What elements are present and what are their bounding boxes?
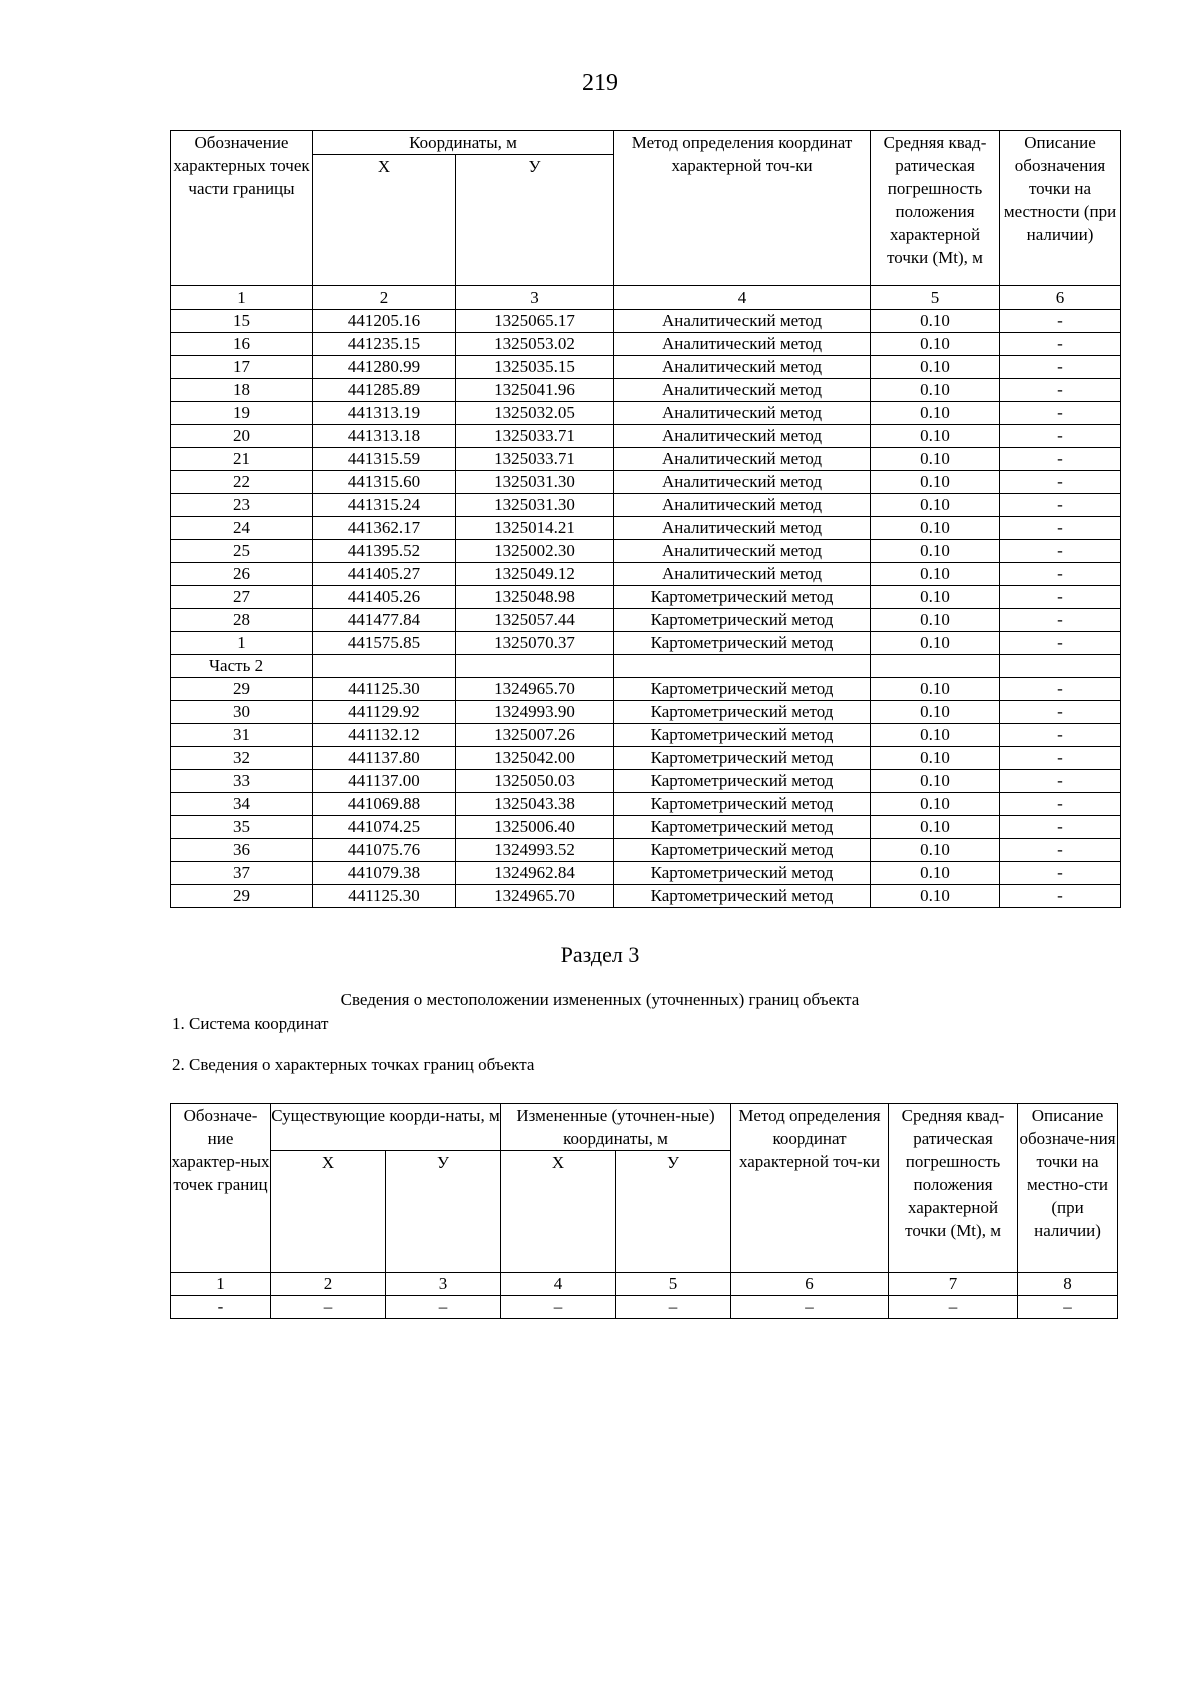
table-cell: 441285.89 xyxy=(313,379,456,402)
table-cell: Аналитический метод xyxy=(614,494,871,517)
table-cell: 441315.24 xyxy=(313,494,456,517)
table-cell: 0.10 xyxy=(871,885,1000,908)
table-cell: - xyxy=(1000,839,1121,862)
column-number: 2 xyxy=(271,1273,386,1296)
table-cell: 441074.25 xyxy=(313,816,456,839)
table-cell: Аналитический метод xyxy=(614,540,871,563)
table-cell: - xyxy=(1000,379,1121,402)
table-cell: Аналитический метод xyxy=(614,425,871,448)
table-cell: 0.10 xyxy=(871,747,1000,770)
table-cell: Картометрический метод xyxy=(614,793,871,816)
table-cell: 34 xyxy=(171,793,313,816)
table-cell: 1325014.21 xyxy=(456,517,614,540)
table-cell: 441315.60 xyxy=(313,471,456,494)
table-cell: 441069.88 xyxy=(313,793,456,816)
table-cell: – xyxy=(386,1296,501,1319)
table-cell: Картометрический метод xyxy=(614,632,871,655)
table-cell: 29 xyxy=(171,678,313,701)
table-row xyxy=(171,425,1121,448)
table-cell: - xyxy=(1000,862,1121,885)
table-cell: 0.10 xyxy=(871,563,1000,586)
table-cell: 441405.26 xyxy=(313,586,456,609)
table-cell: 441205.16 xyxy=(313,310,456,333)
table-cell: 1325033.71 xyxy=(456,425,614,448)
table-row xyxy=(171,678,1121,701)
empty-cell xyxy=(614,655,871,678)
table-row xyxy=(171,379,1121,402)
table-cell: 1324965.70 xyxy=(456,678,614,701)
header-changed-coordinates: Измененные (уточнен-ные) координаты, м xyxy=(501,1104,731,1151)
table-cell: 441137.00 xyxy=(313,770,456,793)
header-description: Описание обозначе-ния точки на местно-сти (при наличии) xyxy=(1018,1104,1118,1273)
table-cell: 1325041.96 xyxy=(456,379,614,402)
table-cell: 0.10 xyxy=(871,310,1000,333)
table-cell: Картометрический метод xyxy=(614,839,871,862)
table-cell: 1325031.30 xyxy=(456,494,614,517)
table-cell: - xyxy=(1000,494,1121,517)
table-row xyxy=(171,770,1121,793)
table-cell: Картометрический метод xyxy=(614,770,871,793)
table-cell: - xyxy=(1000,586,1121,609)
column-number: 7 xyxy=(889,1273,1018,1296)
table-cell: 0.10 xyxy=(871,540,1000,563)
header-coordinates: Координаты, м xyxy=(313,131,614,155)
table-cell: - xyxy=(1000,793,1121,816)
table-cell: Картометрический метод xyxy=(614,816,871,839)
table-cell: 441405.27 xyxy=(313,563,456,586)
table-cell: - xyxy=(1000,425,1121,448)
table-cell: - xyxy=(1000,701,1121,724)
table-cell: Картометрический метод xyxy=(614,678,871,701)
table-cell: 1324962.84 xyxy=(456,862,614,885)
table-cell: 441137.80 xyxy=(313,747,456,770)
table-cell: Аналитический метод xyxy=(614,333,871,356)
table-cell: Аналитический метод xyxy=(614,310,871,333)
table-cell: 441129.92 xyxy=(313,701,456,724)
table-cell: - xyxy=(1000,770,1121,793)
table-cell: 1325057.44 xyxy=(456,609,614,632)
table-cell: 441125.30 xyxy=(313,885,456,908)
table-cell: Картометрический метод xyxy=(614,701,871,724)
part-label-row xyxy=(171,655,1121,678)
table-cell: 1325033.71 xyxy=(456,448,614,471)
table-row xyxy=(171,563,1121,586)
table-cell: 441362.17 xyxy=(313,517,456,540)
table-cell: 16 xyxy=(171,333,313,356)
table-cell: 0.10 xyxy=(871,517,1000,540)
points-info-line: 2. Сведения о характерных точках границ объекта xyxy=(172,1055,535,1074)
header-y: У xyxy=(456,155,614,286)
table-cell: Аналитический метод xyxy=(614,402,871,425)
section-heading: Сведения о местоположении измененных (уточненных) границ объекта xyxy=(340,990,860,1009)
table-row xyxy=(171,862,1121,885)
header-point-designation: Обозначе-ние характер-ных точек границ xyxy=(171,1104,271,1273)
table-cell: 0.10 xyxy=(871,471,1000,494)
table-cell: - xyxy=(1000,356,1121,379)
header-method: Метод определения координат характерной точ-ки xyxy=(614,131,871,286)
table-cell: - xyxy=(1000,747,1121,770)
table-cell: Аналитический метод xyxy=(614,563,871,586)
table-cell: Картометрический метод xyxy=(614,885,871,908)
table-cell: 25 xyxy=(171,540,313,563)
table-cell: 441125.30 xyxy=(313,678,456,701)
table-cell: 1325065.17 xyxy=(456,310,614,333)
table-cell: 441477.84 xyxy=(313,609,456,632)
table-cell: – xyxy=(731,1296,889,1319)
table-row xyxy=(171,816,1121,839)
table-cell: 22 xyxy=(171,471,313,494)
table-cell: 0.10 xyxy=(871,770,1000,793)
table-cell: 441315.59 xyxy=(313,448,456,471)
table-cell: - xyxy=(1000,816,1121,839)
column-number: 6 xyxy=(731,1273,889,1296)
empty-cell xyxy=(313,655,456,678)
table-cell: 24 xyxy=(171,517,313,540)
page-number: 219 xyxy=(582,70,618,96)
table-cell: 1325049.12 xyxy=(456,563,614,586)
table-cell: 35 xyxy=(171,816,313,839)
header-description: Описание обозначения точки на местности (при наличии) xyxy=(1000,131,1121,286)
table-cell: Аналитический метод xyxy=(614,356,871,379)
header-point-designation: Обозначение характерных точек части границы xyxy=(171,131,313,286)
table-cell: 441395.52 xyxy=(313,540,456,563)
table-cell: 0.10 xyxy=(871,333,1000,356)
table-cell: 0.10 xyxy=(871,678,1000,701)
table-row xyxy=(171,356,1121,379)
column-number: 2 xyxy=(313,286,456,310)
table-cell: Картометрический метод xyxy=(614,609,871,632)
table-row xyxy=(171,310,1121,333)
table-row xyxy=(171,793,1121,816)
column-numbers-row xyxy=(171,1273,1118,1296)
part-label: Часть 2 xyxy=(171,655,313,678)
table-row xyxy=(171,724,1121,747)
table-cell: Картометрический метод xyxy=(614,747,871,770)
table-row xyxy=(171,632,1121,655)
boundary-points-table xyxy=(170,130,1121,908)
table-cell: - xyxy=(1000,609,1121,632)
table-row xyxy=(171,471,1121,494)
table-cell: - xyxy=(1000,678,1121,701)
header-accuracy: Средняя квад-ратическая погрешность положения характерной точки (Mt), м xyxy=(889,1104,1018,1273)
table-cell: 23 xyxy=(171,494,313,517)
table-cell: 1325035.15 xyxy=(456,356,614,379)
table-cell: – xyxy=(1018,1296,1118,1319)
table-row xyxy=(171,885,1121,908)
table-cell: 441313.19 xyxy=(313,402,456,425)
column-number: 1 xyxy=(171,1273,271,1296)
table-cell: 0.10 xyxy=(871,356,1000,379)
table-row xyxy=(171,839,1121,862)
table-cell: - xyxy=(1000,310,1121,333)
table-cell: - xyxy=(1000,885,1121,908)
table-cell: 441575.85 xyxy=(313,632,456,655)
column-number: 3 xyxy=(456,286,614,310)
table-cell: 27 xyxy=(171,586,313,609)
table-cell: 1324993.52 xyxy=(456,839,614,862)
column-number: 3 xyxy=(386,1273,501,1296)
header-changed-y: У xyxy=(616,1151,731,1273)
empty-cell xyxy=(1000,655,1121,678)
table-cell: Картометрический метод xyxy=(614,724,871,747)
table-cell: 32 xyxy=(171,747,313,770)
table-cell: - xyxy=(1000,471,1121,494)
table-cell: 36 xyxy=(171,839,313,862)
table-row xyxy=(171,747,1121,770)
table-row xyxy=(171,609,1121,632)
table-cell: 15 xyxy=(171,310,313,333)
column-numbers-row xyxy=(171,286,1121,310)
table-cell: 1325050.03 xyxy=(456,770,614,793)
table-cell: 31 xyxy=(171,724,313,747)
table-cell: Аналитический метод xyxy=(614,379,871,402)
table-cell: 0.10 xyxy=(871,448,1000,471)
table-row xyxy=(171,333,1121,356)
table-cell: 0.10 xyxy=(871,793,1000,816)
table-cell: 441079.38 xyxy=(313,862,456,885)
table-cell: - xyxy=(1000,563,1121,586)
table-cell: 1325043.38 xyxy=(456,793,614,816)
header-accuracy: Средняя квад-ратическая погрешность положения характерной точки (Mt), м xyxy=(871,131,1000,286)
table-cell: 0.10 xyxy=(871,402,1000,425)
table-row xyxy=(171,494,1121,517)
header-existing-x: X xyxy=(271,1151,386,1273)
table-row xyxy=(171,701,1121,724)
changed-boundary-table xyxy=(170,1103,1118,1319)
table-cell: - xyxy=(171,1296,271,1319)
table-cell: 1325042.00 xyxy=(456,747,614,770)
table-cell: 0.10 xyxy=(871,862,1000,885)
table-cell: 17 xyxy=(171,356,313,379)
table-cell: 28 xyxy=(171,609,313,632)
table-cell: 441280.99 xyxy=(313,356,456,379)
table-cell: 1325053.02 xyxy=(456,333,614,356)
table-cell: 18 xyxy=(171,379,313,402)
table-cell: 0.10 xyxy=(871,609,1000,632)
table-row xyxy=(171,1296,1118,1319)
table-cell: 441075.76 xyxy=(313,839,456,862)
column-number: 4 xyxy=(501,1273,616,1296)
table-cell: 1325032.05 xyxy=(456,402,614,425)
column-number: 5 xyxy=(871,286,1000,310)
table-cell: 441132.12 xyxy=(313,724,456,747)
table-cell: 0.10 xyxy=(871,586,1000,609)
table-cell: 37 xyxy=(171,862,313,885)
table-cell: – xyxy=(271,1296,386,1319)
table-cell: – xyxy=(889,1296,1018,1319)
table-cell: - xyxy=(1000,402,1121,425)
table-cell: 26 xyxy=(171,563,313,586)
table-cell: - xyxy=(1000,724,1121,747)
column-number: 6 xyxy=(1000,286,1121,310)
coordinate-system-line: 1. Система координат xyxy=(172,1014,329,1033)
header-existing-y: У xyxy=(386,1151,501,1273)
table-cell: 1325031.30 xyxy=(456,471,614,494)
table-cell: 0.10 xyxy=(871,839,1000,862)
column-number: 1 xyxy=(171,286,313,310)
table-cell: 0.10 xyxy=(871,379,1000,402)
table-row xyxy=(171,540,1121,563)
header-changed-x: X xyxy=(501,1151,616,1273)
table-cell: 30 xyxy=(171,701,313,724)
table-cell: 1325070.37 xyxy=(456,632,614,655)
table-cell: 1325048.98 xyxy=(456,586,614,609)
table-row xyxy=(171,586,1121,609)
table-row xyxy=(171,402,1121,425)
empty-cell xyxy=(871,655,1000,678)
table-cell: 0.10 xyxy=(871,724,1000,747)
table-cell: 0.10 xyxy=(871,632,1000,655)
table-row xyxy=(171,517,1121,540)
table-cell: Аналитический метод xyxy=(614,471,871,494)
table-cell: - xyxy=(1000,517,1121,540)
table-cell: 1324993.90 xyxy=(456,701,614,724)
column-number: 4 xyxy=(614,286,871,310)
table-cell: 29 xyxy=(171,885,313,908)
table-cell: 21 xyxy=(171,448,313,471)
table-cell: 1 xyxy=(171,632,313,655)
header-x: X xyxy=(313,155,456,286)
header-method: Метод определения координат характерной точ-ки xyxy=(731,1104,889,1273)
table-cell: Картометрический метод xyxy=(614,862,871,885)
table-cell: - xyxy=(1000,540,1121,563)
table-cell: - xyxy=(1000,632,1121,655)
table-cell: 0.10 xyxy=(871,494,1000,517)
table-cell: 20 xyxy=(171,425,313,448)
table-cell: 441313.18 xyxy=(313,425,456,448)
table-cell: – xyxy=(501,1296,616,1319)
table-cell: Аналитический метод xyxy=(614,448,871,471)
table-cell: – xyxy=(616,1296,731,1319)
table-cell: 1324965.70 xyxy=(456,885,614,908)
empty-cell xyxy=(456,655,614,678)
column-number: 8 xyxy=(1018,1273,1118,1296)
table-cell: 1325006.40 xyxy=(456,816,614,839)
table-cell: - xyxy=(1000,333,1121,356)
column-number: 5 xyxy=(616,1273,731,1296)
table-cell: 0.10 xyxy=(871,701,1000,724)
table-cell: Картометрический метод xyxy=(614,586,871,609)
table-cell: - xyxy=(1000,448,1121,471)
table-cell: Аналитический метод xyxy=(614,517,871,540)
table-cell: 33 xyxy=(171,770,313,793)
table-cell: 441235.15 xyxy=(313,333,456,356)
table-cell: 19 xyxy=(171,402,313,425)
table-cell: 0.10 xyxy=(871,425,1000,448)
table-cell: 1325002.30 xyxy=(456,540,614,563)
table-row xyxy=(171,448,1121,471)
section-title: Раздел 3 xyxy=(560,942,640,967)
header-existing-coordinates: Существующие коорди-наты, м xyxy=(271,1104,501,1151)
table-cell: 0.10 xyxy=(871,816,1000,839)
table-cell: 1325007.26 xyxy=(456,724,614,747)
